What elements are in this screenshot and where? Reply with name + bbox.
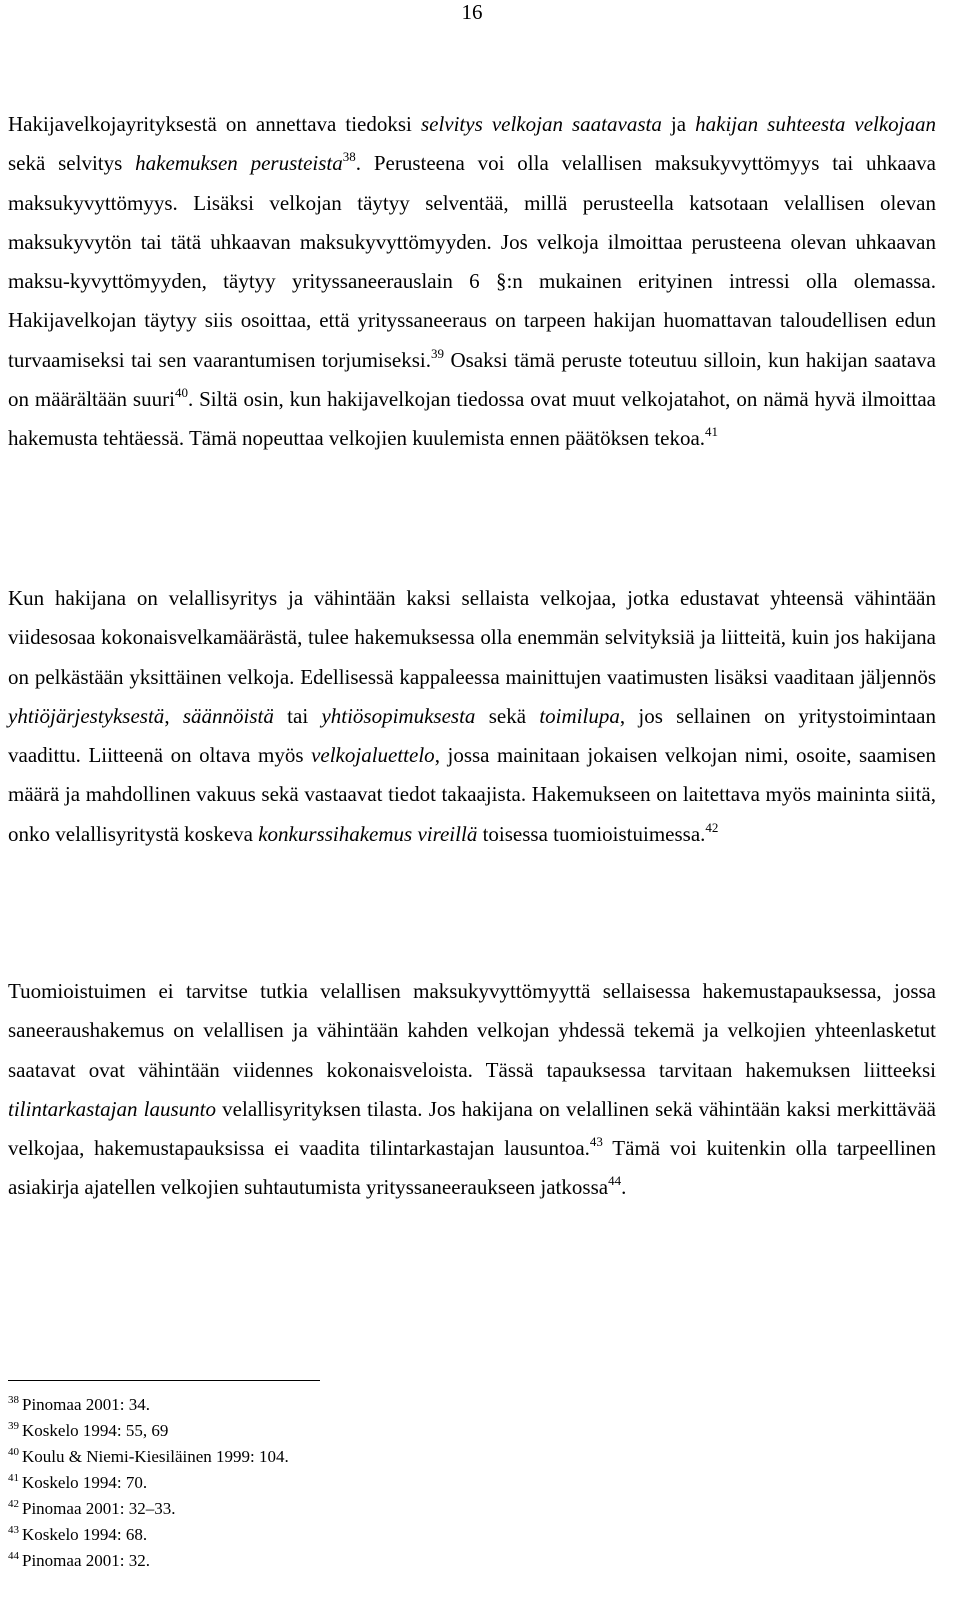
italic-term: konkurssihakemus vireillä (258, 821, 478, 846)
text-run: , (164, 703, 183, 728)
footnote (8, 1548, 708, 1574)
text-run: Tämä voi kuitenkin olla tarpeellinen asiakirja ajatellen velkojien suhtautumista yrityssaneeraukseen jatkossa (8, 1136, 936, 1200)
italic-term: säännöistä (182, 703, 274, 728)
text-run: ja (661, 112, 696, 136)
footnote-number: 41 (8, 1472, 19, 1484)
paragraph-3 (8, 972, 936, 1208)
text-run: , jos sellainen on yritystoimintaan vaadittu. Liitteenä on oltava myös (8, 703, 937, 768)
footnote (8, 1522, 708, 1548)
footnote-text: Koskelo 1994: 70. (22, 1473, 148, 1492)
footnote-reference: 42 (705, 819, 719, 835)
italic-term: selvitys velkojan saatavasta (420, 112, 662, 136)
text-run: . Siltä osin, kun hakijavelkojan tiedossa ovat muut velkojatahot, on nämä hyvä ilmoittaa hakemusta tehtäessä. Tämä nopeuttaa velkojien kuulemista ennen päätöksen tekoa. (8, 387, 936, 451)
italic-term: yhtiösopimuksesta (321, 703, 476, 728)
text-run: velallisyrityksen tilasta. Jos hakijana on velallinen sekä vähintään kaksi merkittävää velkojaa, hakemustapauksissa ei vaadita tilintarkastajan lausuntoa. (8, 1096, 936, 1161)
italic-term: yhtiöjärjestyksestä (8, 703, 165, 728)
italic-term: hakijan suhteesta velkojaan (695, 112, 937, 136)
footnote-number: 44 (8, 1550, 19, 1562)
footnote-reference: 41 (705, 424, 719, 440)
text-run: sekä selvitys (8, 151, 136, 176)
footnote (8, 1392, 708, 1418)
text-run: Osaksi tämä peruste toteutuu silloin, kun hakijan saatava on määrältään suuri (8, 347, 936, 412)
footnote-text: Pinomaa 2001: 32. (22, 1551, 150, 1570)
footnote (8, 1496, 708, 1522)
footnote-reference: 38 (342, 149, 356, 165)
footnote-reference: 39 (431, 345, 444, 361)
footnote-reference: 44 (608, 1173, 622, 1189)
paragraph-1 (8, 105, 936, 459)
footnote-number: 42 (8, 1498, 19, 1510)
page-number: 16 (461, 0, 483, 24)
italic-term: toimilupa (539, 703, 620, 728)
text-run: , jossa mainitaan jokaisen velkojan nimi, osoite, saamisen määrä ja mahdollinen vakuus sekä vastaavat tiedot takaajista. Hakemukseen on laitettava myös maininta siitä, onko velallisyritystä koskeva (8, 743, 936, 846)
footnote-text: Koskelo 1994: 68. (22, 1525, 148, 1544)
footnote (8, 1444, 708, 1470)
footnote-text: Pinomaa 2001: 34. (22, 1395, 150, 1414)
footnote-number: 38 (8, 1394, 19, 1406)
footnote-text: Koulu & Niemi-Kiesiläinen 1999: 104. (22, 1447, 289, 1466)
footnote-list (8, 1392, 708, 1574)
paragraph-2 (8, 579, 936, 854)
footnote-number: 40 (8, 1446, 19, 1458)
text-run: . (621, 1175, 627, 1200)
text-run: tai (273, 703, 322, 728)
footnote-text: Koskelo 1994: 55, 69 (22, 1421, 169, 1440)
footnote-number: 39 (8, 1420, 19, 1432)
footnote-reference: 43 (589, 1134, 603, 1150)
footnote (8, 1418, 708, 1444)
text-run: Tuomioistuimen ei tarvitse tutkia velallisen maksukyvyttömyyttä sellaisessa hakemustapauksessa, jossa saneeraushakemus on velallisen ja vähintään kahden velkojan yhdessä tekemä ja velkojien yhteenlasketut saatavat ovat vähintään viidennes kokonaisveloista. Tässä tapauksessa tarvitaan hakemuksen liitteeksi (8, 979, 936, 1082)
footnote-number: 43 (8, 1524, 19, 1536)
text-run: Kun hakijana on velallisyritys ja vähintään kaksi sellaista velkojaa, jotka edustavat yhteensä vähintään viidesosaa kokonaisvelkamäärästä, tulee hakemuksessa olla enemmän selvityksiä ja liitteitä, kuin jos hakijana on pelkästään yksittäinen velkoja. Edellisessä kappaleessa mainittujen vaatimusten lisäksi vaaditaan jäljennös (8, 586, 936, 689)
text-run: . Perusteena voi olla velallisen maksukyvyttömyys tai uhkaava maksukyvyttömyys. Lisäksi velkojan täytyy selventää, millä perusteella katsotaan velallisen olevan maksukyvytön tai tätä uhkaavan maksukyvyttömyyden. Jos velkoja ilmoittaa perusteena olevan uhkaavan maksu-kyvyttömyyden, täytyy yrityssaneerauslain 6 §:n mukainen erityinen intressi olla olemassa. Hakijavelkojan täytyy siis osoittaa, että yrityssaneeraus on tarpeen hakijan huomattavan taloudellisen edun turvaamiseksi tai sen vaarantumisen torjumiseksi. (8, 151, 936, 372)
text-run: toisessa tuomioistuimessa. (477, 821, 706, 846)
italic-term: tilintarkastajan lausunto (8, 1096, 217, 1121)
footnote-text: Pinomaa 2001: 32–33. (22, 1499, 176, 1518)
italic-term: hakemuksen perusteista (135, 151, 343, 176)
text-run: sekä (475, 703, 540, 728)
footnote-separator (8, 1380, 320, 1381)
footnote-reference: 40 (174, 385, 188, 401)
italic-term: velkojaluettelo (311, 743, 435, 768)
footnote (8, 1470, 708, 1496)
text-run: Hakijavelkojayrityksestä on annettava tiedoksi (8, 112, 421, 136)
